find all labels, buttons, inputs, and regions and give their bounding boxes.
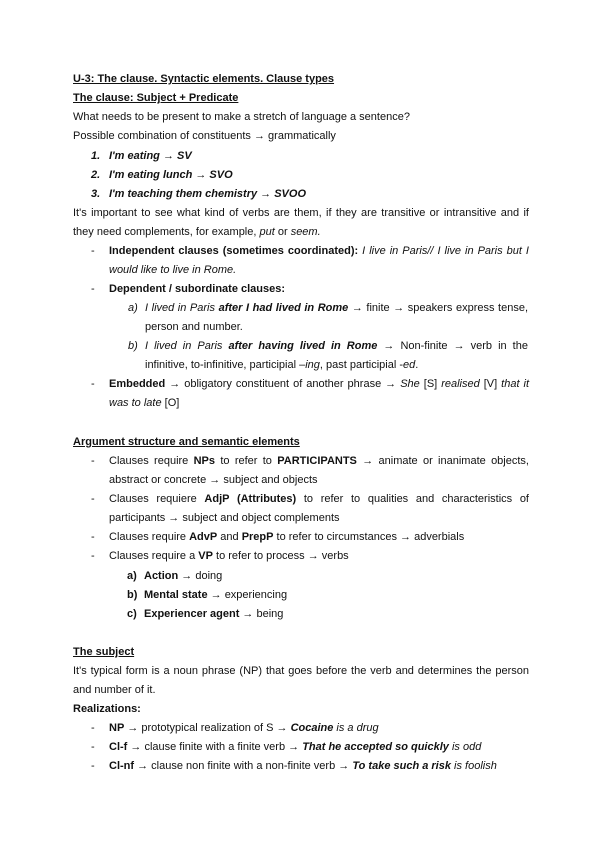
term: Experiencer agent bbox=[144, 608, 240, 620]
text: → clause non finite with a non-finite verb → bbox=[134, 760, 353, 772]
term: NPs bbox=[193, 455, 216, 467]
text: → animate or inanimate objects, bbox=[356, 455, 529, 467]
text: → obligatory constituent of another phrase → bbox=[165, 378, 401, 390]
combination-text: Possible combination of constituents → grammatically bbox=[73, 130, 336, 142]
bullet-dash: - bbox=[91, 531, 95, 543]
bullet-dash: - bbox=[91, 741, 95, 753]
text: to refer to qualities and characteristics of bbox=[296, 493, 529, 505]
heading-subject: The subject bbox=[73, 646, 135, 658]
text: or bbox=[274, 226, 291, 238]
example: is foolish bbox=[450, 760, 497, 772]
text: → Non-finite → verb in the bbox=[383, 340, 528, 352]
text: Clauses requiere bbox=[109, 493, 205, 505]
sub-letter: a) bbox=[128, 302, 138, 314]
sub-letter: c) bbox=[127, 608, 137, 620]
bullet-text bbox=[109, 244, 529, 258]
suffix: ed bbox=[403, 359, 416, 371]
text: , past participial - bbox=[319, 359, 404, 371]
term: Cl-f bbox=[109, 741, 128, 753]
list-number: 2. bbox=[91, 169, 101, 181]
sub-text bbox=[144, 607, 283, 621]
example: I lived in Paris bbox=[145, 340, 223, 352]
bullet-dash: - bbox=[91, 455, 95, 467]
term-label: Independent clauses (sometimes coordinated): bbox=[109, 245, 359, 257]
suffix: ing bbox=[305, 359, 320, 371]
example: I live in Paris// I live in Paris but I bbox=[362, 245, 529, 257]
sub-letter: b) bbox=[128, 340, 138, 352]
text bbox=[145, 358, 418, 372]
text: → experiencing bbox=[207, 589, 288, 601]
term: Action bbox=[144, 570, 179, 582]
term: PARTICIPANTS bbox=[277, 455, 357, 467]
bullet-text bbox=[109, 396, 179, 410]
example-bold: after I had lived in Rome bbox=[218, 302, 349, 314]
term-label: Embedded bbox=[109, 378, 166, 390]
text: to refer to circumstances → adverbials bbox=[273, 531, 465, 543]
text: person and number. bbox=[145, 321, 243, 333]
tag: [S] bbox=[419, 378, 442, 390]
bullet-dash: - bbox=[91, 245, 95, 257]
term: AdjP (Attributes) bbox=[204, 493, 297, 505]
term-label: Dependent / subordinate clauses: bbox=[109, 283, 286, 295]
bullet-dash: - bbox=[91, 760, 95, 772]
list-number: 3. bbox=[91, 188, 101, 200]
heading-argument: Argument structure and semantic elements bbox=[73, 436, 300, 448]
bullet-dash: - bbox=[91, 493, 95, 505]
bullet-dash: - bbox=[91, 550, 95, 562]
sub-letter: a) bbox=[127, 570, 137, 582]
term: PrepP bbox=[241, 531, 274, 543]
text: and bbox=[217, 531, 242, 543]
example-word: put bbox=[259, 226, 275, 238]
text: → prototypical realization of S → bbox=[124, 722, 291, 734]
bullet-text bbox=[109, 454, 529, 468]
sub-letter: b) bbox=[127, 589, 138, 601]
text: → being bbox=[239, 608, 284, 620]
sub-text bbox=[144, 569, 222, 583]
question-text: What needs to be present to make a stretch of language a sentence? bbox=[73, 111, 410, 123]
document-title: U-3: The clause. Syntactic elements. Clause types bbox=[73, 73, 335, 85]
list-text: I'm eating → SV bbox=[109, 150, 192, 162]
subject-paragraph-line1: It's typical form is a noun phrase (NP) that goes before the verb and determines the person bbox=[73, 665, 529, 677]
tag: [O] bbox=[161, 397, 180, 409]
text: abstract or concrete → subject and objects bbox=[109, 474, 318, 486]
sub-text bbox=[145, 339, 528, 353]
bullet-text bbox=[109, 377, 529, 391]
bullet-dash: - bbox=[91, 378, 95, 390]
sub-text bbox=[145, 301, 528, 315]
text: . bbox=[415, 359, 419, 371]
tag: [V] bbox=[479, 378, 502, 390]
example: would like to live in Rome. bbox=[109, 264, 237, 276]
example: realised bbox=[441, 378, 480, 390]
list-number: 1. bbox=[91, 150, 101, 162]
text: Clauses require bbox=[109, 531, 190, 543]
term: Cl-nf bbox=[109, 760, 135, 772]
text: → clause finite with a finite verb → bbox=[127, 741, 303, 753]
bullet-text bbox=[109, 740, 481, 754]
text: Clauses require bbox=[109, 455, 194, 467]
bullet-text bbox=[109, 549, 349, 563]
term: AdvP bbox=[189, 531, 218, 543]
list-text: I'm teaching them chemistry → SVOO bbox=[109, 188, 307, 200]
text: → finite → speakers express tense, bbox=[351, 302, 529, 314]
example: that it bbox=[501, 378, 530, 390]
paragraph-verbs-line1: It's important to see what kind of verbs are them, if they are transitive or intransitive and if bbox=[73, 207, 529, 219]
example: was to late bbox=[109, 397, 162, 409]
example: is a drug bbox=[333, 722, 379, 734]
term: Mental state bbox=[144, 589, 208, 601]
term: NP bbox=[109, 722, 125, 734]
example-bold: Cocaine bbox=[290, 722, 334, 734]
bullet-text bbox=[109, 492, 529, 506]
sub-text bbox=[144, 588, 287, 602]
example-bold: That he accepted so quickly bbox=[302, 741, 449, 753]
list-text: I'm eating lunch → SVO bbox=[109, 169, 233, 181]
example-word: seem. bbox=[290, 226, 321, 238]
example: I lived in Paris bbox=[145, 302, 215, 314]
example: is odd bbox=[448, 741, 482, 753]
text: → doing bbox=[178, 570, 223, 582]
bullet-text bbox=[109, 721, 379, 735]
example-bold: after having lived in Rome bbox=[228, 340, 378, 352]
text: participants → subject and object complements bbox=[109, 512, 340, 524]
example: She bbox=[400, 378, 420, 390]
heading-clause: The clause: Subject + Predicate bbox=[73, 92, 239, 104]
bullet-text bbox=[109, 530, 464, 544]
text: to refer to process → verbs bbox=[212, 550, 349, 562]
example-bold: To take such a risk bbox=[352, 760, 451, 772]
text: infinitive, to-infinitive, participial – bbox=[145, 359, 306, 371]
text: to refer to bbox=[215, 455, 278, 467]
bullet-dash: - bbox=[91, 283, 95, 295]
text: they need complements, for example, bbox=[73, 226, 260, 238]
subject-paragraph-line2: and number of it. bbox=[73, 684, 156, 696]
realizations-label: Realizations: bbox=[73, 703, 141, 715]
bullet-dash: - bbox=[91, 722, 95, 734]
paragraph-verbs-line2 bbox=[73, 225, 321, 239]
text: Clauses require a bbox=[109, 550, 199, 562]
term: VP bbox=[198, 550, 213, 562]
bullet-text bbox=[109, 759, 497, 773]
